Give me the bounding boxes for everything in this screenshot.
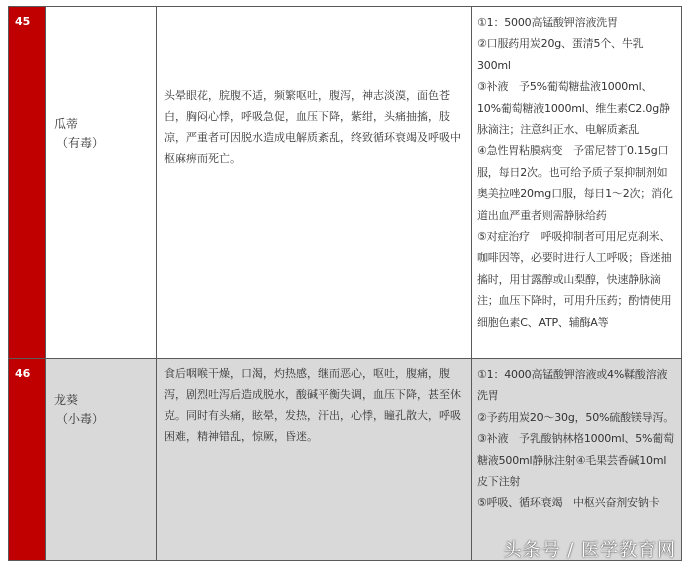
- toxicity-label: （小毒）: [56, 412, 105, 426]
- watermark: 头条号 / 医学教育网: [503, 540, 676, 561]
- treatment-item: ②予药用炭20～30g，50%硫酸镁导泻。: [477, 410, 675, 424]
- herb-name-cell: [46, 359, 157, 561]
- table-row: [9, 359, 682, 561]
- treatment-item: ③补液 予5%葡萄糖盐液1000ml、10%葡萄糖液1000ml、维生素C2.0g静脉滴注；注意纠正水、电解质紊乱: [477, 80, 670, 137]
- treatment-item: ③补液 予乳酸钠林格1000ml、5%葡萄糖液500ml静脉注射④毛果芸香碱10ml皮下注射: [477, 432, 674, 489]
- treatment-cell: [472, 359, 682, 561]
- poison-treatment-table: [8, 6, 682, 561]
- row-number-cell: [9, 359, 46, 561]
- symptoms-cell: [157, 359, 472, 561]
- treatment-item: ①1：5000高锰酸钾溶液洗胃: [477, 16, 618, 29]
- row-number: 45: [15, 15, 31, 28]
- herb-name-cell: [46, 7, 157, 359]
- treatment-list: [472, 359, 681, 514]
- treatment-item: ⑤呼吸、循环衰竭 中枢兴奋剂安钠卡: [477, 496, 660, 510]
- treatment-cell: [472, 7, 682, 359]
- treatment-item: ②口服药用炭20g、蛋清5个、牛乳300ml: [477, 37, 644, 72]
- treatment-item: ①1：4000高锰酸钾溶液或4%鞣酸溶液洗胃: [477, 368, 668, 403]
- treatment-item: ④急性胃粘膜病变 予雷尼替丁0.15g口服，每日2次。也可给予质子泵抑制剂如奥美拉唑20mg口服，每日1～2次；消化道出血严重者则需静脉给药: [477, 144, 673, 222]
- row-number: 46: [15, 367, 31, 380]
- symptoms-cell: [157, 7, 472, 359]
- herb-name: 龙葵: [54, 393, 79, 407]
- symptoms-text: 头晕眼花，脘腹不适，频繁呕吐，腹泻，神志淡漠，面色苍白，胸闷心悸，呼吸急促，血压下降，紫绀，头痛抽搐，肢凉，严重者可因脱水造成电解质紊乱，终致循环衰竭及呼吸中枢麻痹而死亡。: [164, 89, 461, 165]
- treatment-list: [472, 7, 681, 333]
- herb-name: 瓜蒂: [54, 117, 79, 131]
- treatment-item: ⑤对症治疗 呼吸抑制者可用尼克刹米、咖啡因等，必要时进行人工呼吸；昏迷抽搐时，用甘露醇或山梨醇，快速静脉滴注；血压下降时，可用升压药；酌情使用细胞色素C、ATP、辅酶A等: [477, 230, 672, 329]
- table-row: [9, 7, 682, 359]
- toxicity-label: （有毒）: [56, 136, 105, 150]
- row-number-cell: [9, 7, 46, 359]
- symptoms-text: 食后咽喉干燥，口渴，灼热感，继而恶心，呕吐，腹痛，腹泻，剧烈吐泻后造成脱水，酸碱平衡失调，血压下降，甚至休克。同时有头痛，眩晕，发热，汗出，心悸，瞳孔散大，呼吸困难，精神错乱，惊厥，昏迷。: [164, 367, 461, 443]
